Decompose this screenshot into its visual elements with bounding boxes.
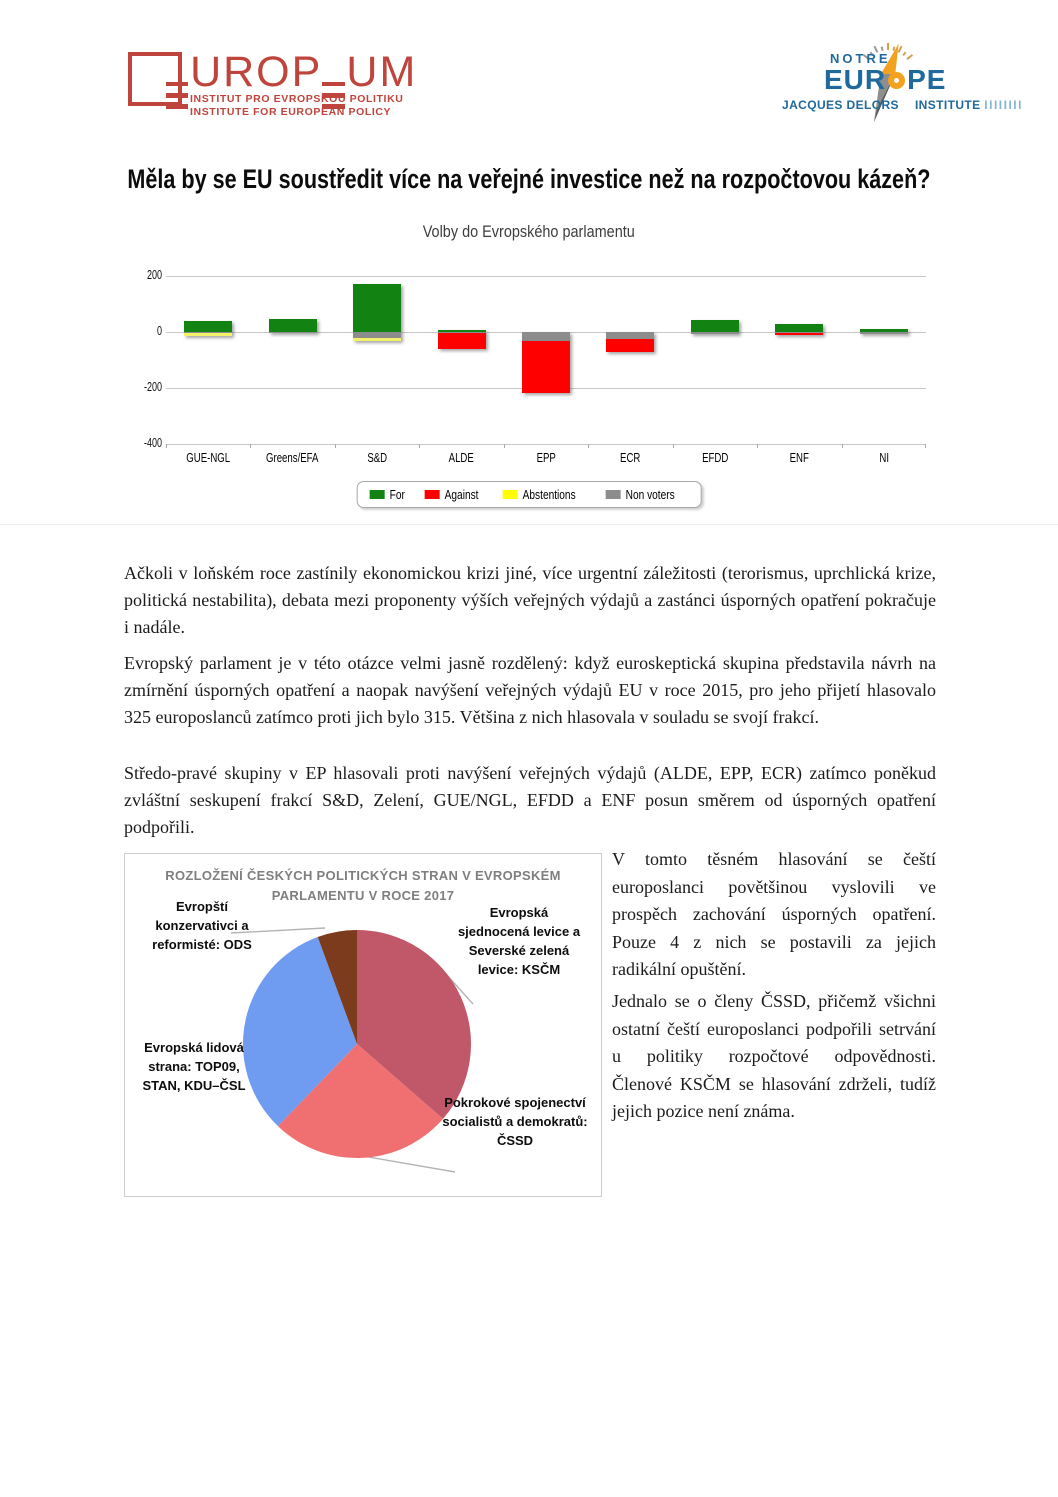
stylized-e-icon [166,82,188,109]
bar-S&D [353,284,401,341]
compass-tick [893,47,894,51]
europeum-subtitle-en: INSTITUTE FOR EUROPEAN POLICY [190,106,392,118]
page-title: Měla by se EU soustředit více na veřejné investice než na rozpočtovou kázeň? [127,164,931,194]
europe-wordmark [824,64,946,96]
x-label-Greens/EFA: Greens/EFA [266,450,319,465]
legend-label: For [389,487,405,502]
europe-wordmark-right: PE [907,64,947,95]
europeum-wordmark-part1: UROP [190,48,323,96]
y-tick-label--400: -400 [143,436,162,450]
x-tick [250,444,251,448]
gridline-200 [166,276,926,277]
legend-label: Non voters [625,487,675,502]
x-tick [166,444,167,448]
bar-segment-against [775,333,823,335]
legend-item-against [424,487,487,502]
institute-ticks: IIIIIIII [984,98,1023,112]
bar-chart-title: Volby do Evropského parlamentu [422,222,636,241]
bar-EPP [522,332,570,393]
legend-swatch [370,490,385,499]
pie-label-cssd: Pokrokové spojenectví socialistů a demokratů: ČSSD [442,1095,588,1148]
legend-label: Abstentions [522,487,576,502]
x-tick [504,444,505,448]
bar-chart-y-axis [124,268,162,450]
y-tick-label-0: 0 [156,324,162,338]
x-label-ECR: ECR [620,450,641,465]
bar-segment-non-voters [860,332,908,334]
bar-chart-legend [357,481,702,508]
bar-segment-non-voters [691,332,739,334]
compass-tick [899,46,902,52]
x-label-S&D: S&D [367,450,387,465]
notre-label: NOTRE [830,51,891,66]
pie-label-epp: Evropská lidová strana: TOP09, STAN, KDU–ČSL [142,1040,246,1093]
legend-item-non-voters [605,487,688,502]
pie-leader-line-1 [357,1155,455,1172]
x-label-ALDE: ALDE [448,450,475,465]
x-tick [335,444,336,448]
bar-segment-abstentions [353,338,401,341]
bar-segment-for [184,321,232,332]
institute-label: INSTITUTE [914,98,981,112]
jacques-delors-label: JACQUES DELORS [782,98,899,112]
paragraph-3: Středo-pravé skupiny v EP hlasovali proti navýšení veřejných výdajů (ALDE, EPP, ECR) zatímco poněkud zvláštní seskupení frakcí S&D, Zelení, GUE/NGL, EFDD a ENF posun směrem od úsporných opatření podpořili. [124,763,936,837]
x-tick [673,444,674,448]
europeum-logo [124,46,444,124]
pie-chart-title: ROZLOŽENÍ ČESKÝCH POLITICKÝCH STRAN V EVROPSKÉM PARLAMENTU V ROCE 2017 [165,868,561,903]
x-label-EFDD: EFDD [701,450,728,465]
bar-segment-for [691,320,739,332]
pie-chart-panel [124,853,602,1197]
pie-label-ods: Evropští konzervativci a reformisté: ODS [152,899,252,952]
bar-GUE-NGL [184,321,232,336]
bar-Greens/EFA [269,319,317,333]
legend-label: Against [444,487,478,502]
bar-chart-plot-area [166,276,926,465]
bar-ALDE [438,330,486,349]
compass-dot-icon [888,72,905,89]
paragraph-2: Evropský parlament je v této otázce velmi jasně rozdělený: když euroskeptická skupina představila návrh na zmírnění úsporných opatření a naopak navýšení veřejných výdajů EU v roce 2015, pro jeho přijetí hlasovalo 325 europoslanců zatímco proti jich bylo 315. Většina z nich hlasovala v souladu se svojí frakcí. [124,653,936,727]
gridline--400 [166,444,926,445]
europeum-subtitle-cz: INSTITUT PRO EVROPSKOU POLITIKU [190,93,404,105]
bar-segment-against [522,341,570,393]
x-label-GUE-NGL: GUE-NGL [186,450,231,465]
bar-ENF [775,324,823,335]
bar-chart [124,268,936,468]
bar-segment-non-voters [522,332,570,341]
x-tick [419,444,420,448]
separator-line [0,524,1058,525]
bar-ECR [606,332,654,352]
bar-segment-abstentions [184,333,232,336]
europe-wordmark-left: EUR [824,64,887,95]
jacques-delors-institute-label [782,98,1023,112]
column-paragraph-2: Jednalo se o členy ČSSD, přičemž všichni ostatní čeští europoslanci podpořili setrvání u politiky rozpočtové odpovědnosti. Členové KSČM se hlasování zdrželi, tudíž jejich pozice není známa. [612,991,936,1121]
legend-item-for [370,487,410,502]
notre-europe-logo [780,40,1023,132]
paragraph-1: Ačkoli v loňském roce zastínily ekonomickou krizi jiné, více urgentní záležitosti (terorismus, uprchlická krize, politická nestabilita), debata mezi proponenty výších veřejných výdajů a zastánci úsporných opatření pokračuje i nadále. [124,563,936,637]
bar-segment-against [438,333,486,349]
x-tick [925,444,926,448]
x-label-EPP: EPP [536,450,556,465]
x-tick [588,444,589,448]
bar-segment-for [775,324,823,332]
legend-swatch [424,490,439,499]
bar-NI [860,329,908,333]
pie-label-kscm: Evropská sjednocená levice a Severské zelená levice: KSČM [457,905,581,977]
column-paragraph-1: V tomto těsném hlasování se čeští europoslanci povětšinou vyslovili ve prospěch zachování úsporných opatření. Pouze 4 z nich se postavili za jejich radikální opuštění. [612,849,936,979]
legend-swatch [605,490,620,499]
bar-segment-non-voters [269,332,317,333]
y-tick-label-200: 200 [146,268,162,282]
y-tick-label--200: -200 [143,380,162,394]
legend-item-abstentions [503,487,591,502]
compass-tick [907,55,913,59]
europeum-wordmark-part2: UM [346,48,418,96]
bar-EFDD [691,320,739,334]
x-label-NI: NI [878,450,889,465]
legend-swatch [503,490,518,499]
compass-tick [903,52,906,55]
x-tick [757,444,758,448]
bar-segment-non-voters [606,332,654,339]
x-tick [842,444,843,448]
bar-segment-against [606,339,654,352]
bar-segment-for [353,284,401,332]
x-label-ENF: ENF [789,450,809,465]
bar-segment-for [269,319,317,332]
